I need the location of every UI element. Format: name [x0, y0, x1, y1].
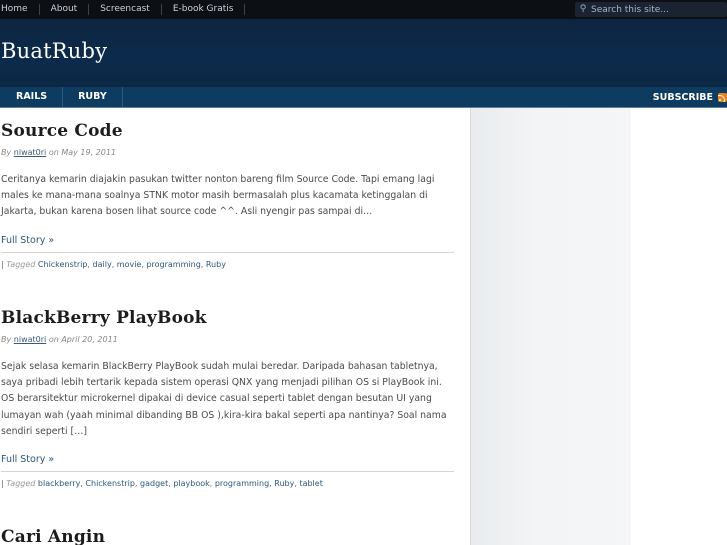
- post-excerpt: Sejak selasa kemarin BlackBerry PlayBook sudah mulai beredar. Daripada bahasan tabletnya, saya pribadi lebih tertarik kepada sistem operasi QNX yang menjadi pilihan OS si PlayBook ini. OS berarsitektur microkernel dipakai di device casual seperti tablet dengan besutan UI yang lumayan wah (yaah minimal dibanding BB OS ),kira-kira bakal seperti apa nantinya? Soal nama sendiri seperti […]: [1, 361, 447, 437]
- post-title[interactable]: Source Code: [1, 121, 123, 141]
- tag-link[interactable]: programming: [214, 479, 270, 489]
- tag-link[interactable]: blackberry: [37, 479, 81, 489]
- sidebar: [470, 108, 631, 545]
- post-author[interactable]: niwat0ri: [13, 335, 47, 344]
- search-box: [575, 2, 727, 17]
- search-input[interactable]: [591, 2, 721, 17]
- nav-link-ebook-gratis[interactable]: E-book Gratis: [173, 4, 246, 15]
- tag-link[interactable]: Chickenstrip: [37, 259, 88, 269]
- top-nav: [0, 0, 256, 19]
- byline-by: By: [1, 335, 12, 344]
- post: [1, 121, 454, 269]
- rss-icon: [718, 93, 727, 102]
- post-author[interactable]: niwat0ri: [13, 148, 47, 157]
- nav-link-home[interactable]: Home: [0, 4, 40, 15]
- post-date: April 20, 2011: [61, 335, 118, 344]
- site-title[interactable]: BuatRuby: [1, 39, 108, 63]
- post: [1, 527, 454, 545]
- category-rails[interactable]: RAILS: [0, 87, 63, 107]
- post-tags: | Tagged Chickenstrip, daily, movie, programming, Ruby: [1, 252, 454, 269]
- tagged-label: Tagged: [6, 259, 36, 269]
- tag-link[interactable]: movie: [116, 259, 142, 269]
- category-ruby[interactable]: RUBY: [63, 87, 123, 107]
- post-excerpt: Ceritanya kemarin diajakin pasukan twitter nonton bareng film Source Code. Tapi emang lagi males ke mana-mana soalnya STNK motor masih bermasalah plus kacamata ketinggalan di Jakarta, bukan karena bosen lihat source code ^^. Asli nyengir pas sampai di…: [1, 174, 435, 218]
- tagged-label: Tagged: [6, 479, 36, 489]
- tag-link[interactable]: Chickenstrip: [85, 479, 135, 489]
- site-header: [0, 19, 727, 87]
- tag-link[interactable]: tablet: [299, 479, 323, 489]
- subscribe-link[interactable]: [653, 87, 727, 107]
- post-tags: | Tagged blackberry, Chickenstrip, gadget, playbook, programming, Ruby, tablet: [1, 471, 454, 488]
- tag-link[interactable]: programming: [146, 259, 201, 269]
- search-icon[interactable]: ⚲: [579, 4, 587, 14]
- subscribe-label: SUBSCRIBE: [652, 91, 713, 103]
- tag-link[interactable]: Ruby: [274, 479, 295, 489]
- tag-link[interactable]: Ruby: [205, 259, 226, 269]
- post-title[interactable]: BlackBerry PlayBook: [1, 308, 207, 328]
- byline-by: By: [1, 148, 12, 157]
- post-date: May 19, 2011: [61, 148, 117, 157]
- tag-link[interactable]: daily: [92, 259, 112, 269]
- tag-link[interactable]: playbook: [173, 479, 210, 489]
- full-story-link[interactable]: Full Story »: [1, 234, 55, 246]
- nav-link-about[interactable]: About: [51, 4, 90, 15]
- byline-on: on: [48, 335, 59, 344]
- nav-link-screencast[interactable]: Screencast: [100, 4, 162, 15]
- full-story-link[interactable]: Full Story »: [1, 454, 55, 466]
- post-byline: [1, 148, 454, 157]
- tag-link[interactable]: gadget: [140, 479, 169, 489]
- category-nav: [0, 87, 727, 108]
- top-bar: [0, 0, 727, 19]
- post-byline: [1, 335, 454, 344]
- post: [1, 308, 454, 488]
- byline-on: on: [48, 148, 59, 157]
- post-title[interactable]: Cari Angin: [1, 527, 106, 545]
